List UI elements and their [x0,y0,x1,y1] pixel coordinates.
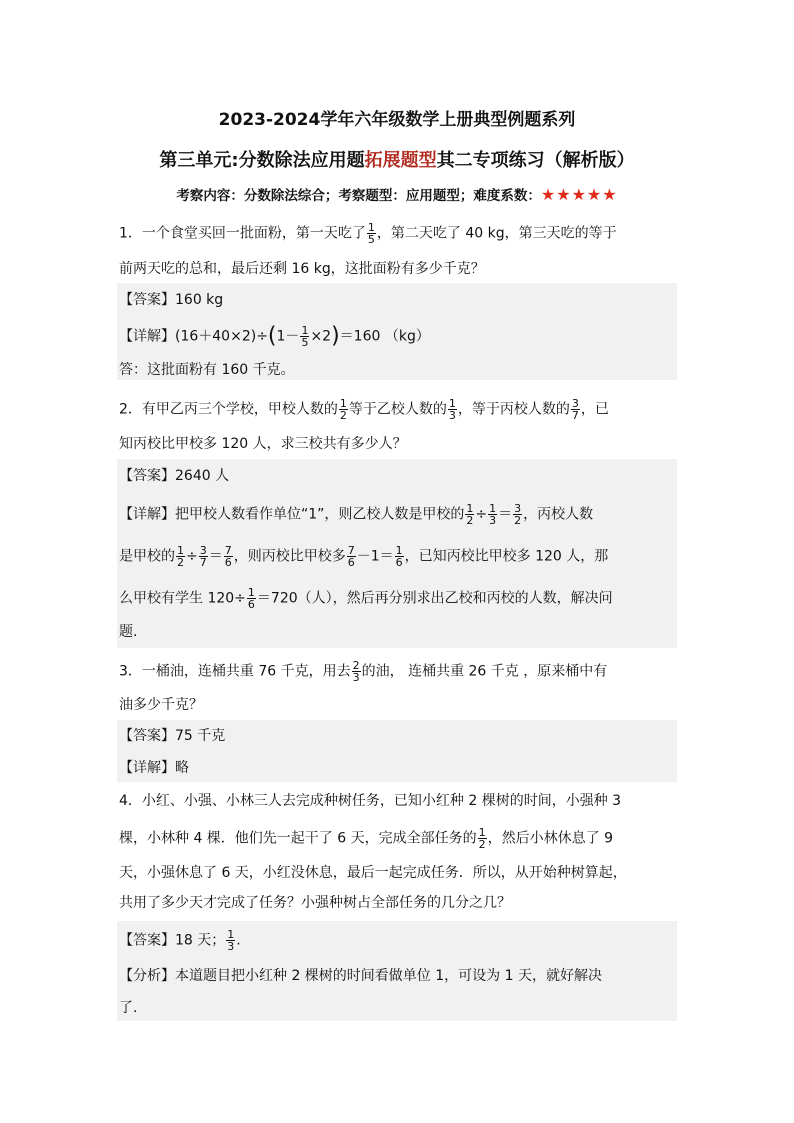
fraction: $\frac{1}{6}$ [247,586,255,611]
q3-answer: 【答案】75 千克 [119,728,226,744]
q2-answer: 【答案】2640 人 [119,468,230,484]
q2-line2: 知丙校比甲校多 120 人，求三校共有多少人？ [119,436,407,452]
fraction: $\frac{1}{3}$ [448,397,456,422]
q1-answer: 【答案】160 kg [119,292,224,308]
q4-answer: 【答案】18 天； $\frac{1}{3}$ . [119,928,241,953]
document-title: 2023-2024学年六年级数学上册典型例题系列 [218,110,576,130]
q1-line2: 前两天吃的总和，最后还剩 16 kg，这批面粉有多少千克？ [119,261,485,277]
q2-detail-line1: 【详解】把甲校人数看作单位“1”，则乙校人数是甲校的 $\frac{1}{2}$ ÷ $\frac{1}{3}$ ＝ $\frac{3}{2}$ ，丙校人数 [119,502,594,527]
fraction: $\frac{1}{2}$ [339,397,347,422]
q3-detail: 【详解】略 [119,760,189,776]
q3-line2: 油多少千克？ [119,697,203,713]
q1-line1: 1．一个食堂买回一批面粉，第一天吃了 $\frac{1}{5}$ ，第二天吃了 40 kg，第三天吃的等于 [119,221,617,246]
highlight-text: 拓展题型 [364,150,437,171]
q4-line4: 共用了多少天才完成了任务？小强种树占全部任务的几分之几？ [119,895,511,911]
q1-conclusion: 答：这批面粉有 160 千克。 [119,362,295,378]
q4-line2: 棵，小林种 4 棵．他们先一起干了 6 天，完成全部任务的 $\frac{1}{2}$ ，然后小林休息了 9 [119,826,613,851]
q2-line1: 2．有甲乙丙三个学校，甲校人数的 $\frac{1}{2}$ 等于乙校人数的 $\frac{1}{3}$ ，等于丙校人数的 $\frac{3}{7}$ ，已 [119,397,609,422]
unit-title: 第三单元:分数除法应用题拓展题型其二专项练习（解析版） [159,150,635,171]
q2-detail-line4: 题. [119,624,138,640]
q4-analysis-line1: 【分析】本道题目把小红种 2 棵树的时间看做单位 1，可设为 1 天，就好解决 [119,968,602,984]
fraction: $\frac{1}{3}$ [227,928,235,953]
subtitle: 考察内容：分数除法综合；考察题型：应用题型；难度系数：★★★★★ [176,185,618,204]
fraction: $\frac{1}{2}$ [466,502,474,527]
fraction: $\frac{3}{2}$ [514,502,522,527]
q2-detail-line3: 么甲校有学生 120÷ $\frac{1}{6}$ ＝720（人），然后再分别求出乙校和丙校的人数，解决问 [119,586,613,611]
q4-analysis-line2: 了. [119,1000,138,1016]
q4-line1: 4．小红、小强、小林三人去完成种树任务，已知小红种 2 棵树的时间，小强种 3 [119,793,622,809]
fraction: $\frac{1}{3}$ [489,502,497,527]
fraction: $\frac{1}{2}$ [478,826,486,851]
difficulty-stars: ★★★★★ [540,185,618,204]
fraction: $\frac{1}{5}$ [367,221,375,246]
fraction: $\frac{1}{6}$ [395,544,403,569]
q3-line1: 3．一桶油，连桶共重 76 千克，用去 $\frac{2}{3}$ 的油， 连桶共重 26 千克 ，原来桶中有 [119,659,608,684]
fraction: $\frac{2}{3}$ [352,659,360,684]
fraction: $\frac{3}{7}$ [571,397,579,422]
q4-line3: 天，小强休息了 6 天，小红没休息，最后一起完成任务．所以，从开始种树算起， [119,865,627,881]
q1-detail: 【详解】(16＋40×2)÷(1－ $\frac{1}{5}$ ×2)＝160 （kg） [119,323,430,349]
fraction: $\frac{3}{7}$ [199,544,207,569]
fraction: $\frac{7}{6}$ [224,544,232,569]
fraction: $\frac{7}{6}$ [347,544,355,569]
fraction: $\frac{1}{5}$ [301,324,309,349]
q2-detail-line2: 是甲校的 $\frac{1}{2}$ ÷ $\frac{3}{7}$ ＝ $\frac{7}{6}$ ，则丙校比甲校多 $\frac{7}{6}$ －1＝ $\frac{1}{6}$ ，已知丙校比甲校多 120 人，那 [119,544,609,569]
fraction: $\frac{1}{2}$ [177,544,184,569]
